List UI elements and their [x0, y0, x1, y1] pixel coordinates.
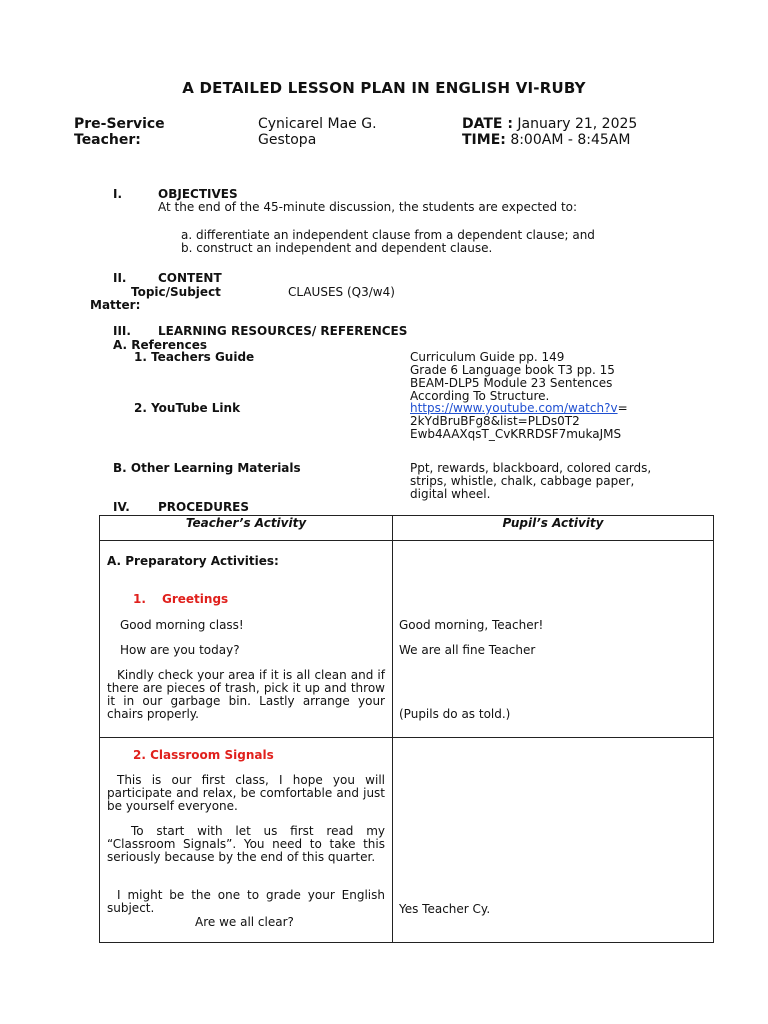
date-row — [462, 116, 637, 132]
objectives-intro: At the end of the 45-minute discussion, the students are expected to: — [158, 200, 578, 214]
objectives-heading: OBJECTIVES — [158, 187, 238, 201]
preparatory-heading: A. Preparatory Activities: — [107, 554, 279, 568]
objective-item-a: a. differentiate an independent clause from a dependent clause; and — [181, 228, 595, 242]
youtube-link-line1 — [410, 401, 628, 415]
youtube-link-label: 2. YouTube Link — [134, 401, 241, 415]
other-materials-line3: digital wheel. — [410, 487, 491, 501]
time-row — [462, 132, 630, 148]
table-row — [100, 541, 714, 738]
table-row — [100, 738, 714, 943]
other-materials-line2: strips, whistle, chalk, cabbage paper, — [410, 474, 635, 488]
teacher-how-are-you: How are you today? — [120, 643, 240, 657]
time-label: TIME: — [462, 132, 506, 148]
references-label: A. References — [113, 338, 207, 352]
pupil-cell-signals — [393, 738, 714, 943]
procedures-heading: PROCEDURES — [158, 500, 250, 514]
pupil-good-morning: Good morning, Teacher! — [399, 618, 544, 632]
pupil-yes-teacher: Yes Teacher Cy. — [399, 902, 491, 916]
role-label-line1: Pre-Service — [74, 116, 165, 132]
pupil-cell-preparatory — [393, 541, 714, 738]
pupil-all-fine: We are all fine Teacher — [399, 643, 536, 657]
teacher-first-class: This is our first class, I hope you will participate and relax, be comfortable and just be yourself everyone. — [107, 773, 385, 813]
procedures-numeral: IV. — [113, 500, 130, 514]
date-label: DATE : — [462, 116, 513, 132]
teacher-activity-header: Teacher’s Activity — [100, 516, 393, 541]
teacher-good-morning: Good morning class! — [120, 618, 244, 632]
teachers-guide-line3: BEAM-DLP5 Module 23 Sentences — [410, 376, 613, 390]
teacher-grade-subject: I might be the one to grade your English subject. — [107, 888, 385, 915]
youtube-link-line2: 2kYdBruBFg8&list=PLDs0T2 — [410, 414, 580, 428]
teacher-name-line1: Cynicarel Mae G. — [258, 116, 377, 132]
page-title: A DETAILED LESSON PLAN IN ENGLISH VI-RUBY — [182, 79, 586, 97]
resources-numeral: III. — [113, 324, 131, 338]
topic-label-line2: Matter: — [90, 298, 141, 312]
teachers-guide-line2: Grade 6 Language book T3 pp. 15 — [410, 363, 615, 377]
pupil-activity-header: Pupil’s Activity — [393, 516, 714, 541]
other-materials-line1: Ppt, rewards, blackboard, colored cards, — [410, 461, 652, 475]
topic-value: CLAUSES (Q3/w4) — [288, 285, 395, 299]
teacher-to-start: To start with let us first read my “Classroom Signals”. You need to take this seriously because by the end of this quarter. — [107, 824, 385, 864]
table-header-row — [100, 516, 714, 541]
teacher-cell-preparatory — [100, 541, 393, 738]
topic-label-line1: Topic/Subject — [131, 285, 221, 299]
role-label-line2: Teacher: — [74, 132, 141, 148]
classroom-signals-heading: 2. Classroom Signals — [133, 748, 274, 762]
teacher-kindly-check: Kindly check your area if it is all clean and if there are pieces of trash, pick it up and throw it in our garbage bin. Lastly arrange your chairs properly. — [107, 668, 385, 721]
teachers-guide-label: 1. Teachers Guide — [134, 350, 255, 364]
teacher-all-clear: Are we all clear? — [195, 915, 294, 929]
other-materials-label: B. Other Learning Materials — [113, 461, 301, 475]
content-heading: CONTENT — [158, 271, 222, 285]
time-value: 8:00AM - 8:45AM — [510, 132, 631, 148]
teacher-cell-signals — [100, 738, 393, 943]
youtube-link-eq: = — [617, 401, 628, 415]
greetings-heading: Greetings — [162, 592, 229, 606]
teacher-name-line2: Gestopa — [258, 132, 317, 148]
pupil-do-as-told: (Pupils do as told.) — [399, 707, 511, 721]
youtube-link[interactable]: https://www.youtube.com/watch?v — [410, 401, 618, 415]
objective-item-b: b. construct an independent and dependent clause. — [181, 241, 493, 255]
teachers-guide-line1: Curriculum Guide pp. 149 — [410, 350, 565, 364]
resources-heading: LEARNING RESOURCES/ REFERENCES — [158, 324, 408, 338]
youtube-link-line3: Ewb4AAXqsT_CvKRRDSF7mukaJMS — [410, 427, 622, 441]
teachers-guide-line4: According To Structure. — [410, 389, 550, 403]
procedures-table — [99, 515, 714, 943]
greetings-number: 1. — [133, 592, 146, 606]
content-numeral: II. — [113, 271, 127, 285]
date-value: January 21, 2025 — [517, 116, 638, 132]
objectives-numeral: I. — [113, 187, 123, 201]
